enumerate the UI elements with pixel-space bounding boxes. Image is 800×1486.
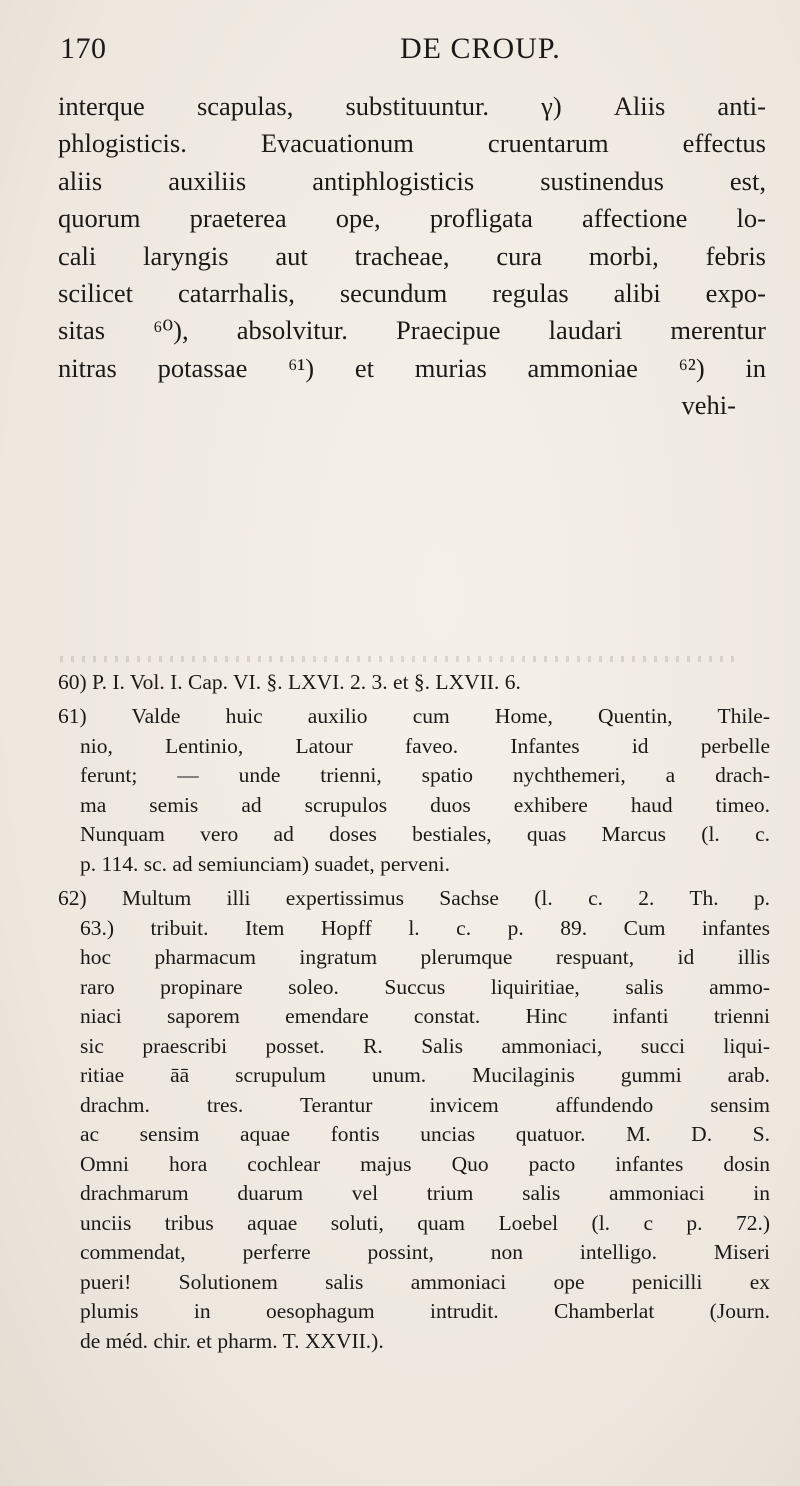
footnote-62 — [58, 884, 770, 1356]
footnote-line: drachmarum duarum vel trium salis ammoniaci in — [80, 1181, 770, 1205]
main-text-line: interque scapulas, substituuntur. γ) Aliis anti- — [58, 91, 766, 121]
main-text-line: cali laryngis aut tracheae, cura morbi, febris — [58, 240, 766, 271]
footnote-line: niaci saporem emendare constat. Hinc infanti trienni — [80, 1004, 770, 1028]
footnote-line: ferunt; — unde trienni, spatio nychthemeri, a drach- — [80, 763, 770, 787]
footnote-line: hoc pharmacum ingratum plerumque respuant, id illis — [80, 945, 770, 969]
footnote-line: 61) Valde huic auxilio cum Home, Quentin, Thile- — [58, 704, 770, 728]
footnote-line: Omni hora cochlear majus Quo pacto infantes dosin — [80, 1151, 770, 1176]
footnote-line: ac sensim aquae fontis uncias quatuor. M. D. S. — [80, 1122, 770, 1146]
bleed-through-divider — [60, 656, 740, 662]
footnote-line: unciis tribus aquae soluti, quam Loebel (l. c p. 72.) — [80, 1210, 770, 1235]
main-text-line: aliis auxiliis antiphlogisticis sustinendus est, — [58, 165, 766, 196]
footnote-line: plumis in oesophagum intrudit. Chamberlat (Journ. — [80, 1299, 770, 1323]
page-number: 170 — [60, 32, 107, 65]
main-text-line: sitas ⁶⁰), absolvitur. Praecipue laudari merentur — [58, 315, 766, 346]
footnote-line: 60) P. I. Vol. I. Cap. VI. §. LXVI. 2. 3. et §. LXVII. 6. — [58, 670, 521, 694]
footnote-line: pueri! Solutionem salis ammoniaci ope penicilli ex — [80, 1269, 770, 1294]
main-text-line: quorum praeterea ope, profligata affectione lo- — [58, 203, 766, 234]
footnote-line: p. 114. sc. ad semiunciam) suadet, perveni. — [80, 851, 450, 876]
main-text-line: phlogisticis. Evacuationum cruentarum effectus — [58, 128, 766, 159]
footnote-line: Nunquam vero ad doses bestiales, quas Marcus (l. c. — [80, 822, 770, 846]
running-head: DE CROUP. — [400, 32, 561, 65]
footnote-60 — [58, 668, 770, 698]
footnote-61 — [58, 702, 770, 879]
footnote-line: nio, Lentinio, Latour faveo. Infantes id perbelle — [80, 733, 770, 758]
catchword: vehi- — [681, 390, 736, 421]
footnote-line: ma semis ad scrupulos duos exhibere haud timeo. — [80, 792, 770, 817]
main-text-line: nitras potassae ⁶¹) et murias ammoniae ⁶²) in — [58, 352, 766, 383]
footnote-line: 63.) tribuit. Item Hopff l. c. p. 89. Cum infantes — [80, 915, 770, 940]
main-text-line: scilicet catarrhalis, secundum regulas alibi expo- — [58, 278, 766, 309]
footnote-line: ritiae āā scrupulum unum. Mucilaginis gummi arab. — [80, 1063, 770, 1087]
footnote-line: commendat, perferre possint, non intelligo. Miseri — [80, 1240, 770, 1264]
main-text-block — [58, 88, 766, 425]
footnote-line: sic praescribi posset. R. Salis ammoniaci, succi liqui- — [80, 1033, 770, 1058]
footnote-line: de méd. chir. et pharm. T. XXVII.). — [80, 1328, 384, 1353]
footnote-line: drachm. tres. Terantur invicem affundendo sensim — [80, 1092, 770, 1117]
footnote-line: 62) Multum illi expertissimus Sachse (l. c. 2. Th. p. — [58, 886, 770, 910]
footnote-line: raro propinare soleo. Succus liquiritiae, salis ammo- — [80, 974, 770, 999]
